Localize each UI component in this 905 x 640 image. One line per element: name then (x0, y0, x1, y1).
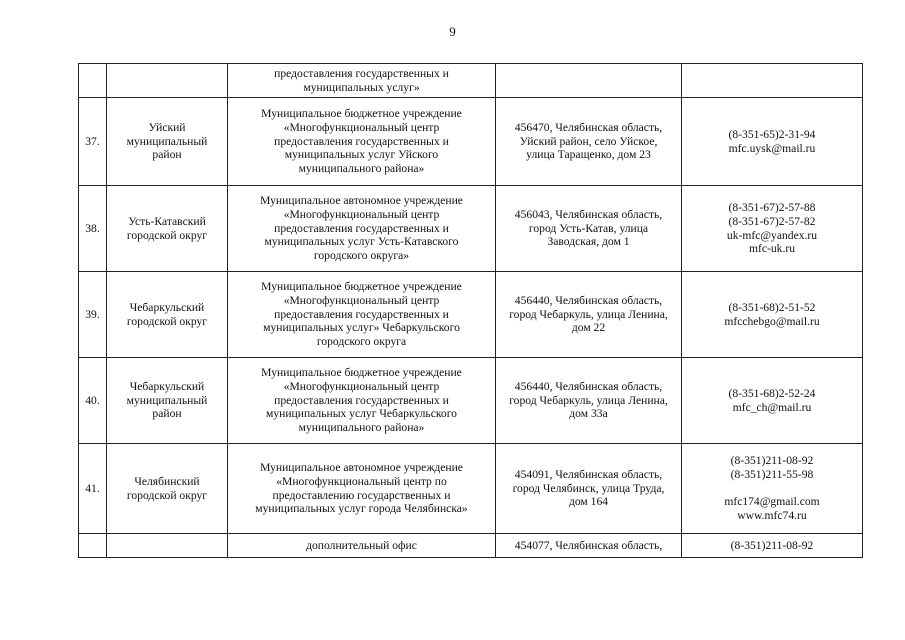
cell-address (496, 186, 682, 272)
district-line: Челябинский (134, 474, 200, 488)
org-line: «Многофункциональный центр по (276, 474, 447, 488)
address-line: город Челябинск, улица Труда, (512, 481, 665, 495)
cell-contacts (682, 444, 863, 534)
contact-line: mfc.uysk@mail.ru (728, 141, 816, 155)
table-row (79, 444, 863, 534)
district-line: Чебаркульский (129, 379, 205, 393)
cell-address (496, 272, 682, 358)
cell-address: 454077, Челябинская область, (496, 534, 682, 558)
table-row (79, 358, 863, 444)
address-line: 456043, Челябинская область, (514, 207, 663, 221)
district-line: муниципальный (126, 134, 208, 148)
contact-line: (8-351-67)2-57-82 (728, 214, 816, 228)
cell-address (496, 64, 682, 98)
address-line: улица Таращенко, дом 23 (526, 148, 651, 162)
org-line: Муниципальное автономное учреждение (260, 460, 463, 474)
cell-organization (228, 64, 496, 98)
org-line: городского округа (316, 335, 407, 349)
cell-number: 37. (79, 98, 107, 186)
district-line: район (152, 407, 182, 421)
cell-district (107, 272, 228, 358)
cell-contacts: (8-351)211-08-92 (682, 534, 863, 558)
cell-organization (228, 98, 496, 186)
org-line: Муниципальное бюджетное учреждение (261, 366, 462, 379)
org-line: городского округа» (313, 249, 410, 263)
district-line: городской округ (126, 314, 208, 328)
district-line: городской округ (126, 488, 208, 502)
blank-line (686, 482, 858, 496)
org-line: муниципального района» (298, 162, 425, 176)
district-line: район (152, 148, 182, 162)
district-line: городской округ (126, 228, 208, 242)
district-line: Усть-Катавский (128, 214, 206, 228)
address-line: Заводская, дом 1 (547, 235, 630, 249)
district-line: муниципальный (126, 393, 208, 407)
cell-number (79, 64, 107, 98)
contact-line: (8-351)211-08-92 (730, 454, 814, 467)
org-line: «Многофункциональный центр (283, 120, 440, 134)
cell-district (107, 534, 228, 558)
org-line: муниципальных услуг Уйского (284, 148, 439, 162)
district-line: Чебаркульский (129, 300, 205, 314)
table-row (79, 186, 863, 272)
org-line: «Многофункциональный центр (283, 379, 440, 393)
org-line: муниципальных услуг» (303, 80, 420, 94)
contact-line: (8-351-68)2-52-24 (728, 386, 816, 400)
cell-organization: дополнительный офис (228, 534, 496, 558)
org-line: муниципальных услуг города Челябинска» (255, 502, 468, 516)
org-line: предоставления государственных и (274, 393, 449, 407)
org-line: Муниципальное бюджетное учреждение (261, 280, 462, 293)
cell-district (107, 358, 228, 444)
address-line: 456470, Челябинская область, (514, 120, 663, 134)
contact-line: mfc-uk.ru (748, 242, 796, 256)
cell-address (496, 444, 682, 534)
cell-contacts (682, 358, 863, 444)
cell-district (107, 444, 228, 534)
address-line: город Чебаркуль, улица Ленина, (509, 307, 668, 321)
org-line: предоставления государственных и (274, 221, 449, 235)
cell-contacts (682, 186, 863, 272)
address-line: 456440, Челябинская область, (514, 293, 663, 307)
contact-line: (8-351)211-55-98 (730, 467, 814, 481)
cell-organization (228, 272, 496, 358)
address-line: дом 164 (568, 495, 609, 509)
page-number: 9 (449, 24, 456, 39)
contact-line: mfcchebgo@mail.ru (724, 314, 820, 328)
contact-line: mfc_ch@mail.ru (732, 400, 812, 414)
org-line: муниципальных услуг Усть-Катавского (264, 235, 459, 249)
cell-contacts (682, 98, 863, 186)
org-line: муниципальных услуг» Чебаркульского (263, 321, 460, 335)
cell-number: 41. (79, 444, 107, 534)
cell-organization (228, 186, 496, 272)
address-line: город Усть-Катав, улица (528, 221, 649, 235)
table-row-continuation (79, 64, 863, 98)
cell-number (79, 534, 107, 558)
contact-line: (8-351-68)2-51-52 (728, 300, 816, 314)
mfc-registry-table (78, 63, 863, 558)
cell-number: 39. (79, 272, 107, 358)
org-line: предоставления государственных и (274, 307, 449, 321)
address-line: дом 33а (569, 407, 608, 421)
cell-district (107, 64, 228, 98)
contact-line: www.mfc74.ru (737, 509, 807, 523)
contact-line: (8-351-65)2-31-94 (728, 127, 816, 141)
org-line: «Многофункциональный центр (283, 293, 440, 307)
org-line: «Многофункциональный центр (283, 207, 440, 221)
cell-organization (228, 444, 496, 534)
org-line: муниципальных услуг Чебаркульского (266, 407, 457, 421)
table-row (79, 272, 863, 358)
org-line: предоставления государственных и (274, 134, 449, 148)
org-line: предоставления государственных и (274, 66, 449, 80)
table-row-additional-office (79, 534, 863, 558)
table-body (79, 64, 863, 558)
cell-number: 38. (79, 186, 107, 272)
contact-line: (8-351-67)2-57-88 (728, 200, 816, 214)
contact-line: mfc174@gmail.com (724, 495, 820, 509)
cell-district (107, 186, 228, 272)
table-row (79, 98, 863, 186)
org-line: предоставлению государственных и (272, 488, 451, 502)
contact-line: uk-mfc@yandex.ru (726, 228, 818, 242)
address-line: город Чебаркуль, улица Ленина, (509, 393, 668, 407)
address-line: 454091, Челябинская область, (514, 467, 663, 481)
address-line: 456440, Челябинская область, (514, 379, 663, 393)
address-line: Уйский район, село Уйское, (519, 134, 658, 148)
cell-contacts (682, 272, 863, 358)
cell-address (496, 98, 682, 186)
cell-number: 40. (79, 358, 107, 444)
cell-address (496, 358, 682, 444)
cell-contacts (682, 64, 863, 98)
cell-organization (228, 358, 496, 444)
cell-district (107, 98, 228, 186)
org-line: Муниципальное автономное учреждение (260, 194, 463, 207)
district-line: Уйский (148, 120, 186, 134)
address-line: дом 22 (571, 321, 606, 335)
org-line: Муниципальное бюджетное учреждение (261, 107, 462, 120)
org-line: муниципального района» (298, 421, 425, 435)
